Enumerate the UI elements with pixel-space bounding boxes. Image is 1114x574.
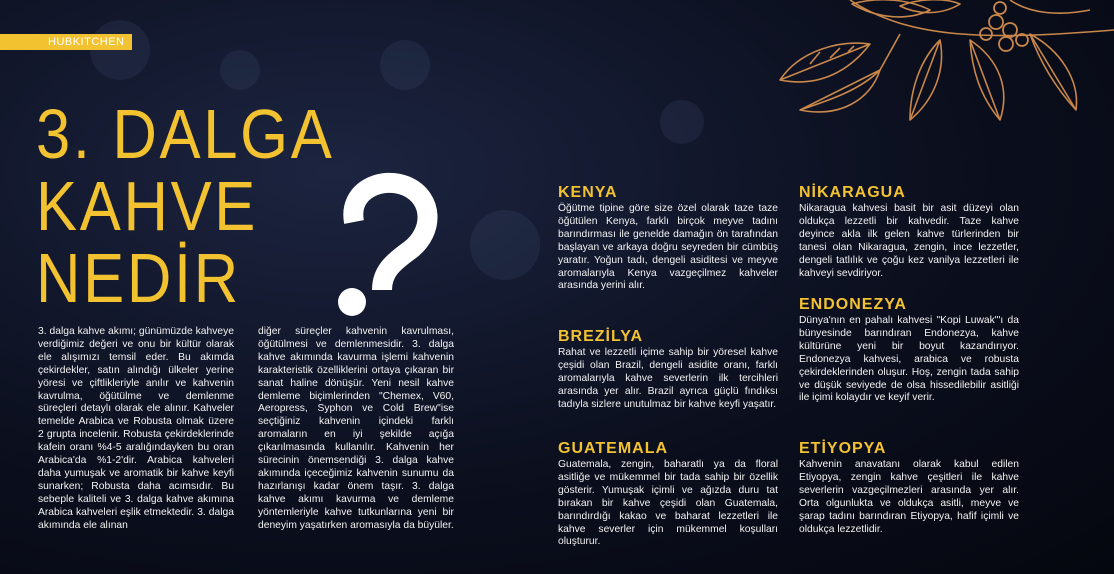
section-brezilya [558,328,778,412]
section-guatemala [558,440,778,549]
page-title [36,95,335,317]
title-line-1: 3. DALGA [36,95,335,173]
section-text: Nikaragua kahvesi basit bir asit düzeyi olan oldukça lezzetli bir kahvedir. Taze kahve deyince akla ilk gelen kahve türlerinden bir tanesi olan Nikaragua, zengin, ince lezzetler, dengeli tatlılık ve çoğu kez vanilya lezzetleri ile kahveyi sevdiriyor. [799,203,1019,279]
section-text: Guatemala, zengin, baharatlı ya da floral asitliğe ve mükemmel bir tada sahip bir özellik gösterir. Yumuşak içimli ve ağızda duru tat bırakan bir kahve çeşidi olan Guatemala, barındırdığı kakao ve baharat lezzetleri ile kahve severler için mükemmel koşulları oluşturur. [558,459,778,548]
brand-tag: HUBKITCHEN [0,34,132,50]
title-line-3: NEDİR [36,239,241,317]
bokeh-light [90,20,150,80]
bokeh-light [220,50,260,90]
intro-text-col2: diğer süreçler kahvenin kavrulması, öğütülmesi ve demlenmesidir. 3. dalga kahve akımında kavurma işlemi kahvenin karakteristik özelliklerini ortaya çıkaran bir sanat haline dönüşür. Yeni nesil kahve demleme biçimlerinden "Chemex, V60, Aeropress, Syphon ve Cold Brew"ise seçtiğiniz kahvenin içindeki farklı aromaların en iyi şekilde açığa çıkarılmasında kullanılır. Kahvenin her sürecinin önemsendiği 3. dalga kahve akımında içeceğimiz kahvenin sunumu da hazırlanışı kadar önem taşır. 3. dalga kahve akımı kavurma ve demleme yöntemleriyle kahve tutkunlarına yeni bir deneyim yaşatırken aromasıyla da büyüler. [258,326,454,531]
bokeh-light [660,100,704,144]
section-title: BREZİLYA [558,328,644,345]
section-title: ETİYOPYA [799,440,887,457]
bokeh-light [380,40,430,90]
section-text: Dünya'nın en pahalı kahvesi "Kopi Luwak"'ı da bünyesinde barındıran Endonezya, kahve kültürüne yeni bir boyut kazandırıyor. Endonezya kahvesi, arabica ve robusta çekirdeklerinden oluşur. Hoş, zengin tada sahip ve düşük seviyede de olsa hissedilebilir asitliği ile içimi kolaydır ve keyif verir. [799,315,1019,404]
coffee-branch-illustration [760,0,1114,150]
section-title: ENDONEZYA [799,296,907,313]
section-title: NİKARAGUA [799,184,906,201]
section-title: KENYA [558,184,618,201]
question-mark-graphic [318,170,448,320]
section-endonezya [799,296,1019,405]
section-text: Kahvenin anavatanı olarak kabul edilen Etiyopya, zengin kahve çeşitleri ile kahve severlerin vazgeçilmezleri arasında yer alır. Orta olgunlukta ve oldukça asitli, meyve ve şarap tadını barındıran Etiyopya, hafif içimli ve oldukça lezzetlidir. [799,459,1019,535]
section-text: Öğütme tipine göre size özel olarak taze taze öğütülen Kenya, farklı birçok meyve tadını barındırması ile genelde damağın ön tarafından başlayan ve arkaya doğru seyreden bir cümbüş yaratır. Yoğun tadı, dengeli asiditesi ve meyve aromalarıyla Kenya vazgeçilmez kahveler arasında yerini alır. [558,203,778,292]
section-etiyopya [799,440,1019,536]
section-text: Rahat ve lezzetli içime sahip bir yöresel kahve çeşidi olan Brazil, dengeli asidite oranı, farklı aromalarıyla kahve severlerin ilk tercihleri arasında yer alır. Brazil ayrıca güçlü fındıksı tadıyla sizlere unutulmaz bir kahve keyfi yaşatır. [558,347,778,410]
section-kenya [558,184,778,293]
intro-text-col1: 3. dalga kahve akımı; günümüzde kahveye verdiğimiz değeri ve onu bir kültür olarak ele alışımızı temsil eder. Bu akımda çekirdekler, satın alındığı ülkeler yerine yöresi ve çiftlikleriyle anılır ve kahvenin kavrulma, öğütülme ve demlenme süreçleri detaylı olarak ele alınır. Kahveler temelde Arabica ve Robusta olmak üzere 2 grupta incelenir. Robusta çekirdeklerinde kafein oranı %4-5 aralığındayken bu oran Arabica'da %1-2'dir. Arabica kahveleri daha yumuşak ve aromatik bir kahve keyfi sunarken; Robusta daha acımsıdır. Bu sebeple kaliteli ve 3. dalga kahve akımına Arabica kahveleri eşlik etmektedir. 3. dalga akımında ele alınan [38,326,234,531]
section-nikaragua [799,184,1019,280]
title-line-2: KAHVE [36,167,259,245]
bokeh-light [470,210,540,280]
section-title: GUATEMALA [558,440,669,457]
